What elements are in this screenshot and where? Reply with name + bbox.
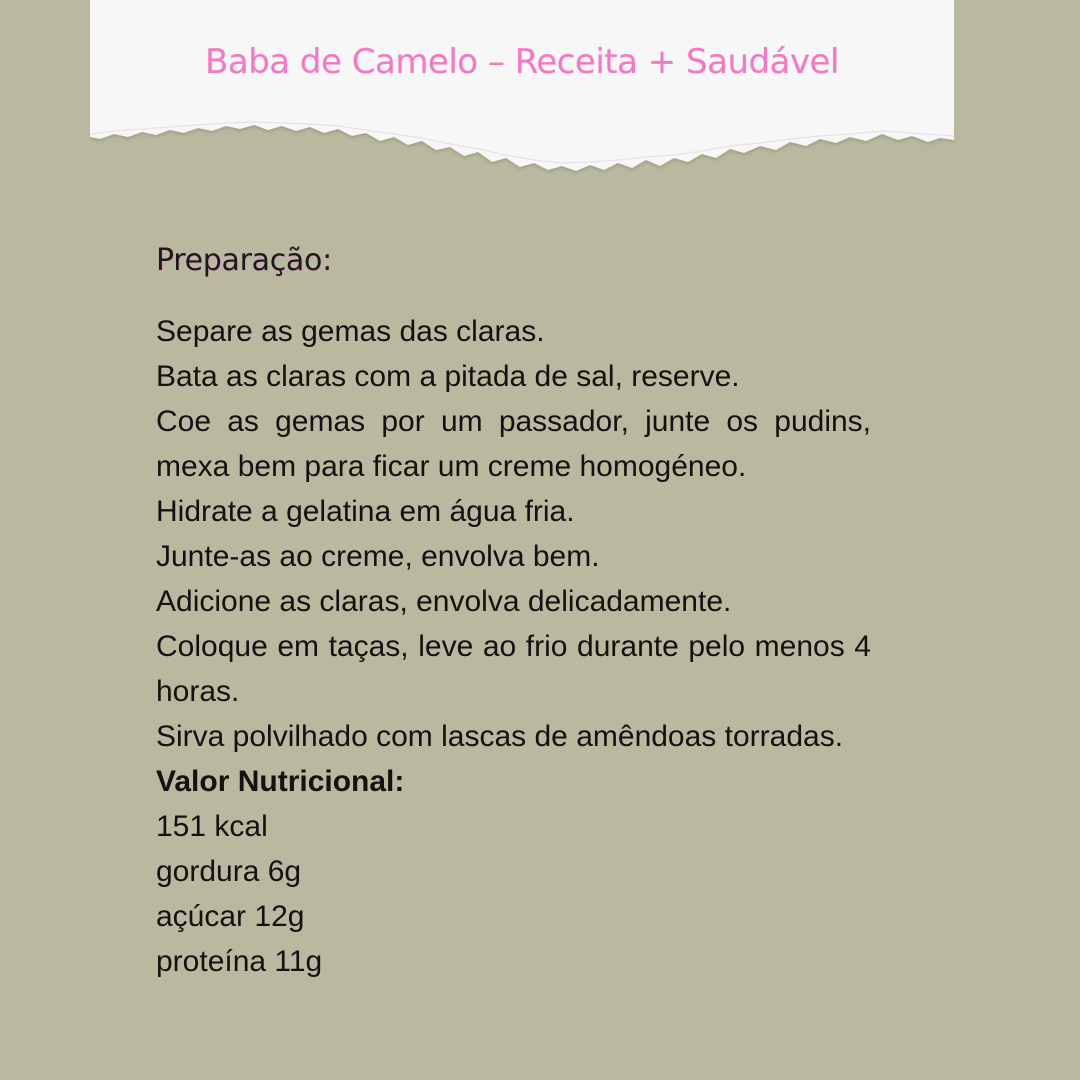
step-7: Coloque em taças, leve ao frio durante pelo menos 4 horas. xyxy=(156,630,871,708)
section-heading: Preparação: xyxy=(156,243,332,278)
torn-paper-header xyxy=(90,0,954,185)
recipe-title: Baba de Camelo – Receita + Saudável xyxy=(205,42,839,82)
nutrition-fat: gordura 6g xyxy=(156,855,302,888)
nutrition-kcal: 151 kcal xyxy=(156,810,268,843)
step-2: Bata as claras com a pitada de sal, reserve. xyxy=(156,360,740,393)
step-8: Sirva polvilhado com lascas de amêndoas torradas. xyxy=(156,720,844,753)
torn-paper-shape xyxy=(90,0,954,185)
nutrition-protein: proteína 11g xyxy=(156,945,323,978)
step-3: Coe as gemas por um passador, junte os pudins, mexa bem para ficar um creme homogéneo. xyxy=(156,405,871,483)
step-6: Adicione as claras, envolva delicadamente. xyxy=(156,585,732,618)
step-4: Hidrate a gelatina em água fria. xyxy=(156,495,575,528)
step-1: Separe as gemas das claras. xyxy=(156,315,545,348)
recipe-body xyxy=(156,309,871,984)
nutrition-heading: Valor Nutricional: xyxy=(156,765,405,798)
step-5: Junte-as ao creme, envolva bem. xyxy=(156,540,600,573)
nutrition-sugar: açúcar 12g xyxy=(156,900,305,933)
